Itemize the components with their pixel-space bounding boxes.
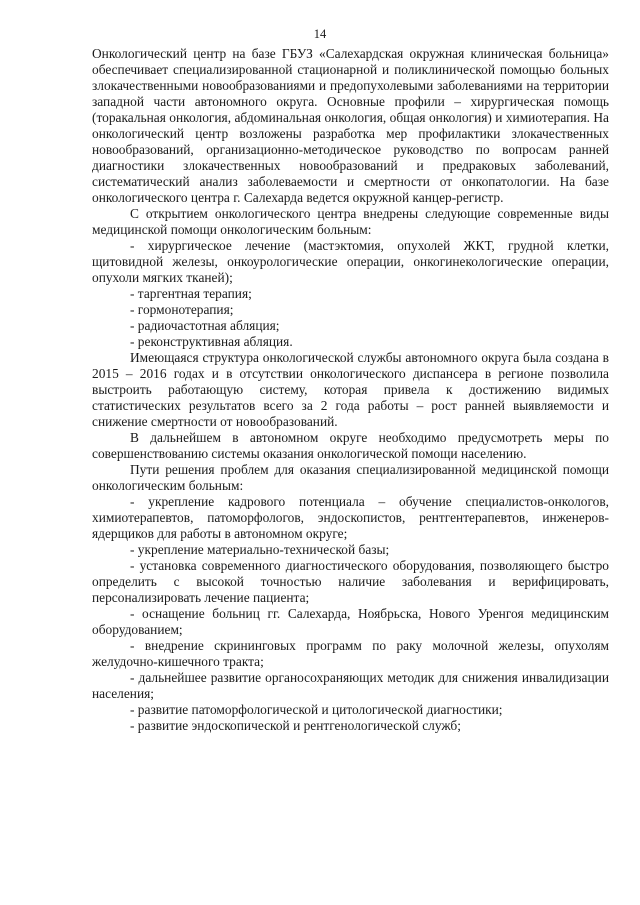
list-item-organ-preserving: - дальнейшее развитие органосохраняющих методик для снижения инвалидизации населения;: [92, 670, 609, 701]
paragraph-further-measures: В дальнейшем в автономном округе необходимо предусмотреть меры по совершенствованию системы оказания онкологической помощи населению.: [92, 430, 609, 461]
list-item-pathomorphology: - развитие патоморфологической и цитологической диагностики;: [130, 702, 503, 717]
list-item-rf-ablation: - радиочастотная абляция;: [130, 318, 280, 333]
document-body: [92, 46, 609, 734]
list-item-targeted-therapy: - таргентная терапия;: [130, 286, 252, 301]
list-item-reconstructive-ablation: - реконструктивная абляция.: [130, 334, 293, 349]
list-item-endoscopy-radiology: - развитие эндоскопической и рентгенологической служб;: [130, 718, 461, 733]
list-item-diagnostic-equipment: - установка современного диагностического оборудования, позволяющего быстро определить с высокой точностью наличие заболевания и верифицировать, персонализировать лечение пациента;: [92, 558, 609, 605]
paragraph-oncology-center: Онкологический центр на базе ГБУЗ «Салехардская окружная клиническая больница» обеспечивает специализированной стационарной и поликлинической помощью больных злокачественными новообразованиями и предопухолевыми заболеваниями на территории западной части автономного округа. Основные профили – хирургическая помощь (торакальная онкология, абдоминальная онкология, общая онкология) и химиотерапия. На онкологический центр возложены разработка мер профилактики злокачественных новообразований, организационно-методическое руководство по вопросам ранней диагностики злокачественных новообразований и предраковых заболеваний, систематический анализ заболеваемости и смертности от онкопатологии. На базе онкологического центра г. Салехарда ведется окружной канцер-регистр.: [92, 46, 609, 205]
list-item-screening-programs: - внедрение скрининговых программ по раку молочной железы, опухолям желудочно-кишечного тракта;: [92, 638, 609, 669]
page-number: 14: [313, 27, 327, 41]
list-item-staff-training: - укрепление кадрового потенциала – обучение специалистов-онкологов, химиотерапевтов, патоморфологов, эндоскопистов, рентгентерапевтов, инженеров-ядерщиков для работы в автономном округе;: [92, 494, 609, 541]
paragraph-new-care-types: С открытием онкологического центра внедрены следующие современные виды медицинской помощи онкологическим больным:: [92, 206, 609, 237]
list-item-hospital-equipment: - оснащение больниц гг. Салехарда, Ноябрьска, Нового Уренгоя медицинским оборудованием;: [92, 606, 609, 637]
list-item-hormone-therapy: - гормонотерапия;: [130, 302, 234, 317]
paragraph-service-structure: Имеющаяся структура онкологической службы автономного округа была создана в 2015 – 2016 годах и в отсутствии онкологического диспансера в регионе позволила выстроить работающую систему, которая привела к достижению видимых статистических результатов всего за 2 года работы – рост ранней выявляемости и снижение смертности от новообразований.: [92, 350, 609, 429]
list-item-material-base: - укрепление материально-технической базы;: [130, 542, 390, 557]
list-item-surgery: - хирургическое лечение (мастэктомия, опухолей ЖКТ, грудной клетки, щитовидной железы, онкоурологические операции, онкогинекологические операции, опухоли мягких тканей);: [92, 238, 609, 285]
paragraph-solutions-intro: Пути решения проблем для оказания специализированной медицинской помощи онкологическим больным:: [92, 462, 609, 493]
